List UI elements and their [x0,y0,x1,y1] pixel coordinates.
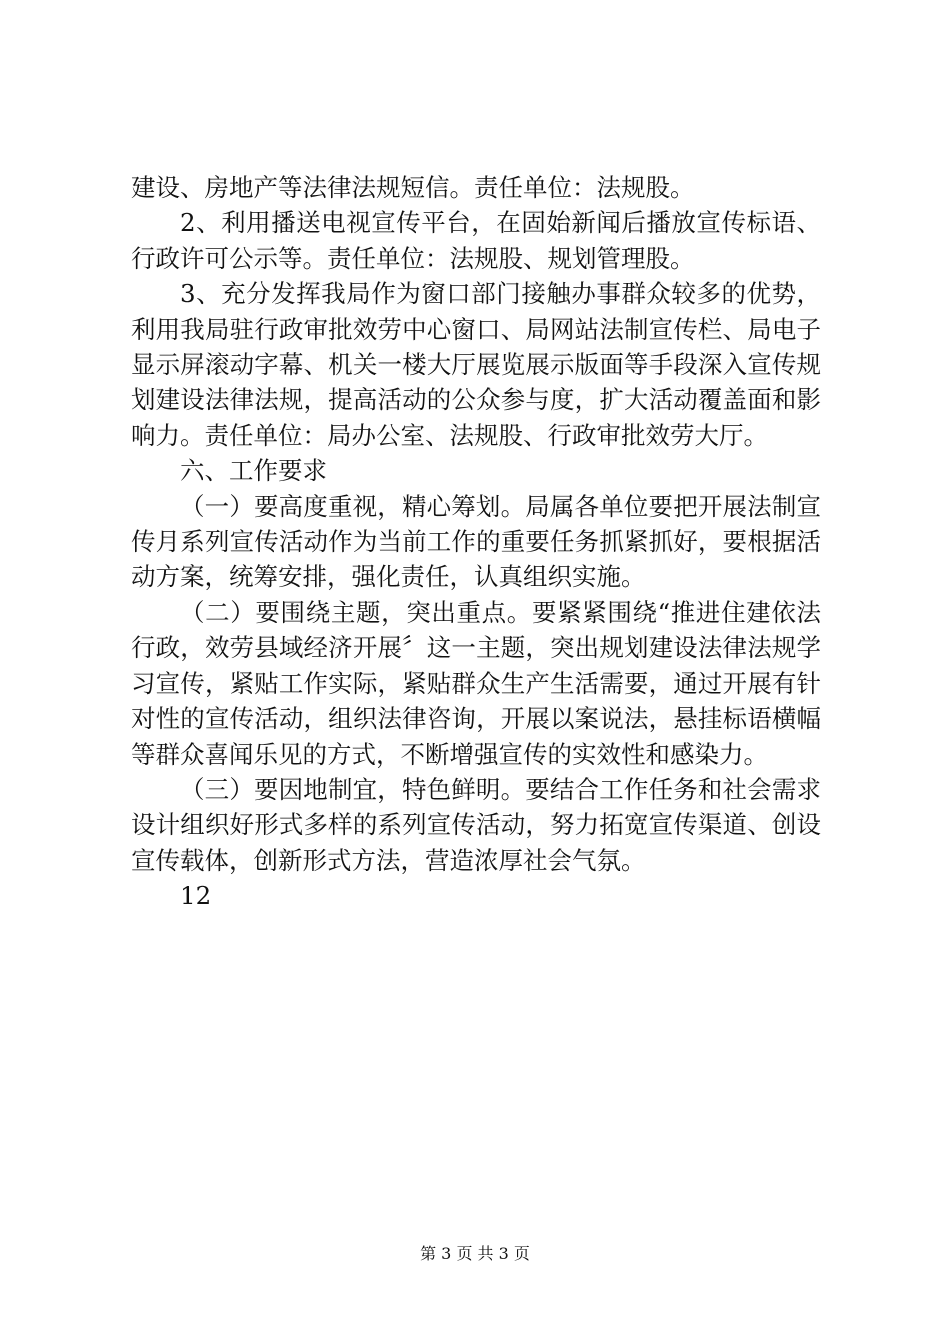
paragraph-3: 3、充分发挥我局作为窗口部门接触办事群众较多的优势，利用我局驻行政审批效劳中心窗口、局网站法制宣传栏、局电子显示屏滚动字幕、机关一楼大厅展览展示版面等手段深入宣传规划建设法律法规，提高活动的公众参与度，扩大活动覆盖面和影响力。责任单位：局办公室、法规股、行政审批效劳大厅。 [131,279,821,450]
paragraph-requirement-1: （一）要高度重视，精心筹划。局属各单位要把开展法制宣传月系列宣传活动作为当前工作的重要任务抓紧抓好，要根据活动方案，统筹安排，强化责任，认真组织实施。 [131,491,821,592]
section-heading-requirements: 六、工作要求 [180,456,327,486]
paragraph-2: 2、利用播送电视宣传平台，在固始新闻后播放宣传标语、行政许可公示等。责任单位：法规股、规划管理股。 [131,208,821,273]
trailing-number: 12 [180,881,212,911]
document-body [131,170,821,914]
paragraph-requirement-3: （三）要因地制宜，特色鲜明。要结合工作任务和社会需求设计组织好形式多样的系列宣传活动，努力拓宽宣传渠道、创设宣传载体，创新形式方法，营造浓厚社会气氛。 [131,774,821,875]
page-footer: 第 3 页 共 3 页 [420,1244,530,1263]
paragraph-requirement-2: （二）要围绕主题，突出重点。要紧紧围绕“推进住建依法行政，效劳县域经济开展〞这一主题，突出规划建设法律法规学习宣传，紧贴工作实际，紧贴群众生产生活需要，通过开展有针对性的宣传活动，组织法律咨询，开展以案说法，悬挂标语横幅等群众喜闻乐见的方式，不断增强宣传的实效性和感染力。 [131,597,821,769]
paragraph-1: 建设、房地产等法律法规短信。责任单位：法规股。 [131,173,695,202]
